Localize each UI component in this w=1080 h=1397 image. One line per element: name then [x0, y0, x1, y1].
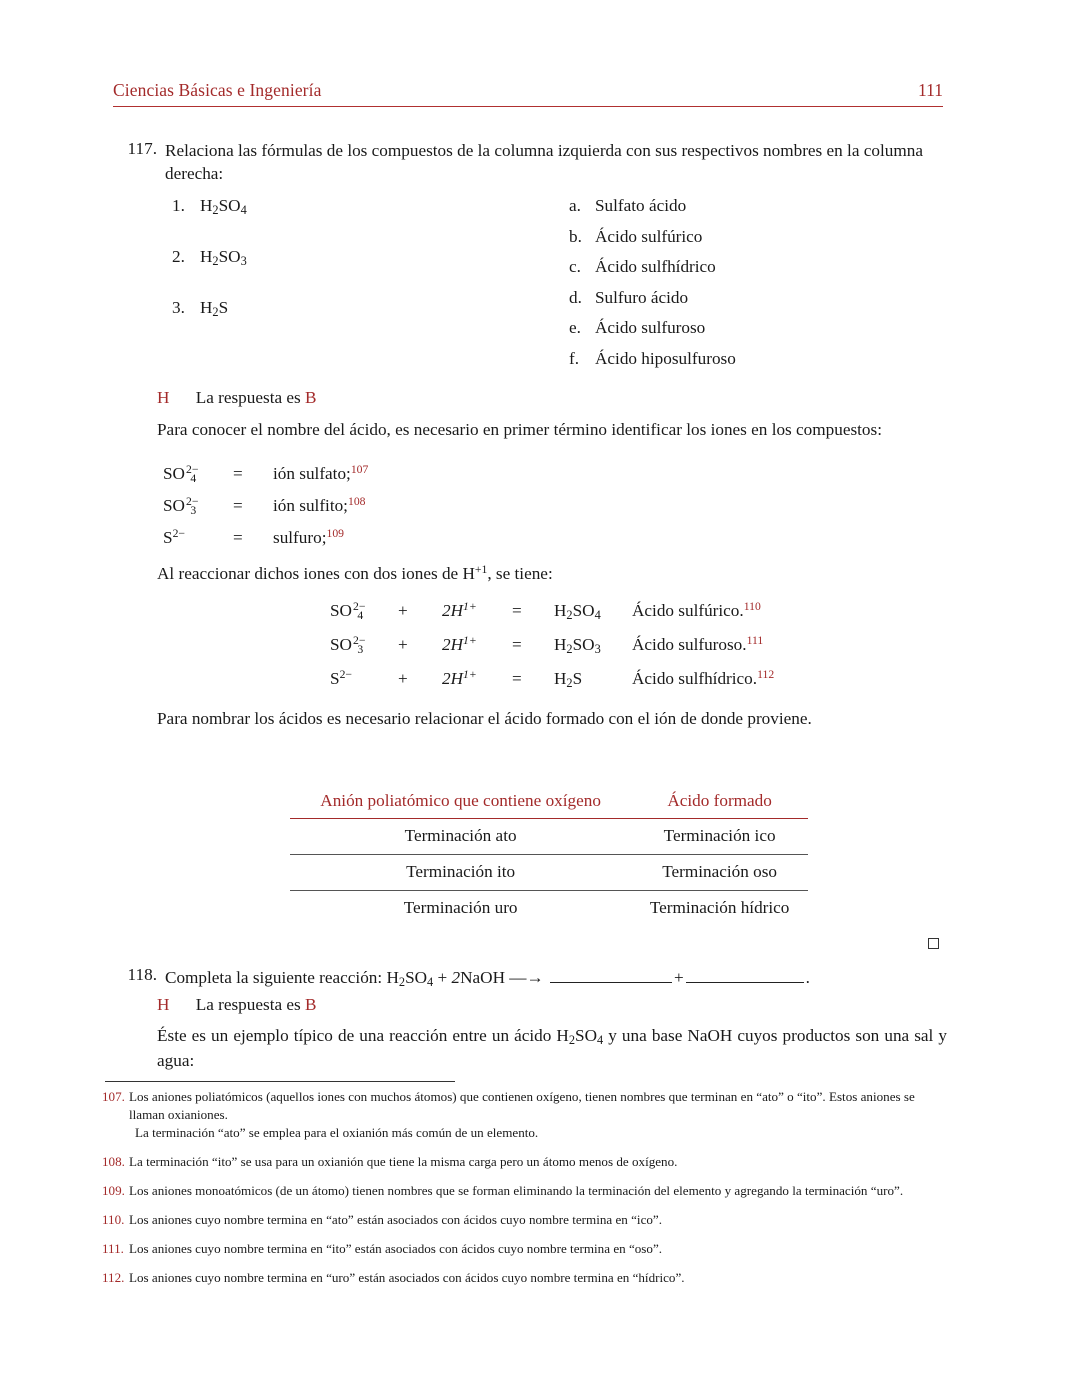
list-item-formula: $H_2SO_4$: [200, 196, 247, 218]
footnote: [102, 1088, 947, 1142]
equation-name: Ácido sulfhídrico.: [632, 668, 758, 688]
footnote-text: Los aniones monoatómicos (de un átomo) tienen nombres que se forman eliminando la terminación del elemento y agregando la terminación “uro”.: [129, 1183, 904, 1199]
ion-formula: $SO^{2-}_4$: [163, 462, 199, 486]
list-item: [172, 298, 512, 320]
list-item-formula: $H_2SO_3$: [200, 247, 247, 269]
table-cell: Terminación uro: [403, 898, 518, 917]
list-item-formula: $H_2S$: [200, 298, 229, 320]
page-header: [113, 80, 943, 107]
equals-sign: =: [512, 634, 522, 654]
explanation-paragraph: Para conocer el nombre del ácido, es necesario en primer término identificar los iones en los compuestos:: [157, 420, 882, 439]
list-item-label: a.: [569, 196, 581, 215]
plus-sign: +: [398, 668, 408, 688]
exercise-118-number: 118.: [127, 965, 157, 984]
list-item: [569, 227, 939, 247]
list-item: [172, 196, 512, 218]
footnote-text: La terminación “ito” se usa para un oxianión que tiene la misma carga pero un átomo menos de oxígeno.: [129, 1154, 678, 1170]
list-item: [569, 288, 939, 308]
list-item: [569, 196, 939, 216]
equation-list: [330, 600, 890, 702]
plus-sign: +: [398, 634, 408, 654]
answer-value: B: [305, 995, 317, 1014]
footnote-ref: 108: [347, 495, 366, 508]
footnote: [102, 1153, 947, 1171]
header-title: Ciencias Básicas e Ingeniería: [113, 80, 322, 100]
equation-product: $H_2S$: [554, 668, 583, 690]
closing-paragraph: Para nombrar los ácidos es necesario relacionar el ácido formado con el ión de donde proviene.: [157, 709, 812, 728]
exercise-117-number: 117.: [127, 139, 157, 158]
footnote-divider: [105, 1081, 455, 1082]
footnote-number: 108.: [102, 1154, 125, 1170]
footnote: [102, 1269, 947, 1287]
equation-reagent: $2H^{1+}$: [442, 668, 477, 688]
table-row: [290, 819, 808, 855]
answer-blank-2[interactable]: [686, 965, 804, 983]
list-item-label: 1.: [172, 196, 185, 215]
footnote-text: Los aniones cuyo nombre termina en “ito” están asociados con ácidos cuyo nombre termina en “oso”.: [129, 1241, 663, 1257]
list-item: [569, 257, 939, 277]
equation-name: Ácido sulfúrico.: [632, 600, 744, 620]
hand-icon: H: [157, 388, 170, 407]
termination-table: [290, 787, 808, 926]
list-item: [569, 349, 939, 369]
ion-name: ión sulfato;: [273, 463, 351, 483]
equation-reagent: $2H^{1+}$: [442, 600, 477, 620]
footnote-text: Los aniones poliatómicos (aquellos iones con muchos átomos) que contienen oxígeno, tienen nombres que terminan en “ato” o “ito”. Estos aniones se llaman oxianiones.: [129, 1089, 915, 1123]
list-item-text: Sulfato ácido: [595, 196, 687, 215]
equals-sign: =: [512, 600, 522, 620]
list-item-label: 3.: [172, 298, 185, 318]
footnote-list: [102, 1088, 947, 1299]
table-cell: Terminación oso: [631, 855, 808, 891]
footnote-text: Los aniones cuyo nombre termina en “ato” están asociados con ácidos cuyo nombre termina en “ico”.: [129, 1212, 663, 1228]
answer-text: La respuesta es: [195, 388, 301, 407]
ion-row: [163, 495, 613, 527]
equation-anion: $S^{2-}$: [330, 668, 352, 688]
equals-sign: =: [233, 463, 243, 483]
exercise-117-prompt: Relaciona las fórmulas de los compuestos de la columna izquierda con sus respectivos nombres en la columna derecha:: [165, 141, 923, 184]
list-item-label: e.: [569, 318, 581, 337]
footnote-number: 109.: [102, 1183, 125, 1199]
equation-product: $H_2SO_4$: [554, 600, 601, 622]
table-header-anion: Anión poliatómico que contiene oxígeno: [290, 787, 631, 819]
footnote-text: Los aniones cuyo nombre termina en “uro” están asociados con ácidos cuyo nombre termina en “hídrico”.: [129, 1270, 685, 1286]
footnote-ref: 112: [757, 668, 775, 681]
list-item-text: Ácido sulfhídrico: [595, 257, 716, 276]
list-item-text: Sulfuro ácido: [595, 287, 689, 307]
ion-name: ión sulfito;: [273, 495, 348, 515]
equation-row: [330, 600, 890, 634]
footnote-number: 112.: [102, 1270, 125, 1286]
answer-blank-1[interactable]: [550, 965, 672, 983]
list-item-label: f.: [569, 348, 580, 368]
table-cell: Terminación hídrico: [649, 898, 790, 917]
footnote-ref: 110: [743, 600, 761, 613]
answer-line-118: [157, 995, 316, 1015]
list-item: [172, 247, 512, 269]
list-item-text: Ácido sulfuroso: [595, 318, 706, 337]
table-cell: Terminación ico: [631, 819, 808, 855]
list-item-label: d.: [569, 287, 582, 307]
exercise-117: [113, 139, 943, 186]
footnote-number: 110.: [102, 1212, 125, 1228]
equals-sign: =: [233, 527, 243, 547]
list-item-label: b.: [569, 226, 582, 246]
answer-text: La respuesta es: [195, 995, 301, 1014]
list-item-text: Ácido sulfúrico: [595, 226, 703, 246]
list-item-label: 2.: [172, 247, 185, 267]
plus-sign: +: [673, 968, 684, 988]
end-of-proof-square-icon: [928, 938, 939, 949]
hand-icon: H: [157, 995, 170, 1014]
reaction-intro: Al reaccionar dichos iones con dos iones de $H^{+1}$, se tiene:: [157, 563, 553, 583]
ion-formula: $SO^{2-}_3$: [163, 494, 199, 518]
equation-row: [330, 668, 890, 702]
footnote: [102, 1211, 947, 1229]
equation-product: $H_2SO_3$: [554, 634, 601, 656]
equals-sign: =: [512, 668, 522, 688]
footnote-ref: 111: [746, 634, 764, 647]
answer-line-117: [157, 388, 316, 408]
ion-row: [163, 527, 613, 559]
footnote: [102, 1182, 947, 1200]
table-header-row: [290, 787, 808, 819]
footnote-number: 107.: [102, 1089, 125, 1104]
equation-anion: $SO^{2-}_3$: [330, 633, 366, 657]
list-item-label: c.: [569, 257, 581, 276]
equation-reagent: $2H^{1+}$: [442, 634, 477, 654]
ion-formula: $S^{2-}$: [163, 527, 185, 547]
list-item: [569, 318, 939, 338]
plus-sign: +: [398, 600, 408, 620]
footnote: [102, 1240, 947, 1258]
exercise-118: [113, 965, 943, 991]
equation-name: Ácido sulfuroso.: [632, 634, 747, 654]
ion-name: sulfuro;: [273, 527, 327, 547]
footnote-ref: 109: [326, 527, 344, 540]
prompt-tail: .: [805, 968, 810, 988]
list-item-text: Ácido hiposulfuroso: [595, 348, 736, 368]
equation-row: [330, 634, 890, 668]
answer-value: B: [305, 388, 317, 407]
table-header-acid: Ácido formado: [631, 787, 808, 819]
footnote-ref: 107: [350, 463, 369, 476]
name-column: [569, 196, 939, 379]
equals-sign: =: [233, 495, 243, 515]
formula-column: [172, 196, 512, 349]
table-cell: Terminación ato: [290, 819, 631, 855]
page-number: 111: [918, 80, 943, 100]
exercise-118-prompt: Completa la siguiente reacción: $H_2SO_4$ + 2NaOH —→: [165, 968, 544, 990]
ion-list: [163, 463, 613, 559]
exercise-118-explanation: Éste es un ejemplo típico de una reacción entre un ácido $H_2SO_4$ y una base NaOH cuyos productos son una sal y agua:: [157, 1026, 948, 1071]
footnote-extra: La terminación “ato” se emplea para el oxianión más común de un elemento.: [135, 1125, 539, 1141]
footnote-number: 111.: [102, 1241, 124, 1257]
ion-row: [163, 463, 613, 495]
table-row: [290, 855, 808, 891]
table-row: [290, 891, 808, 927]
table-cell: Terminación ito: [290, 855, 631, 891]
equation-anion: $SO^{2-}_4$: [330, 599, 366, 623]
